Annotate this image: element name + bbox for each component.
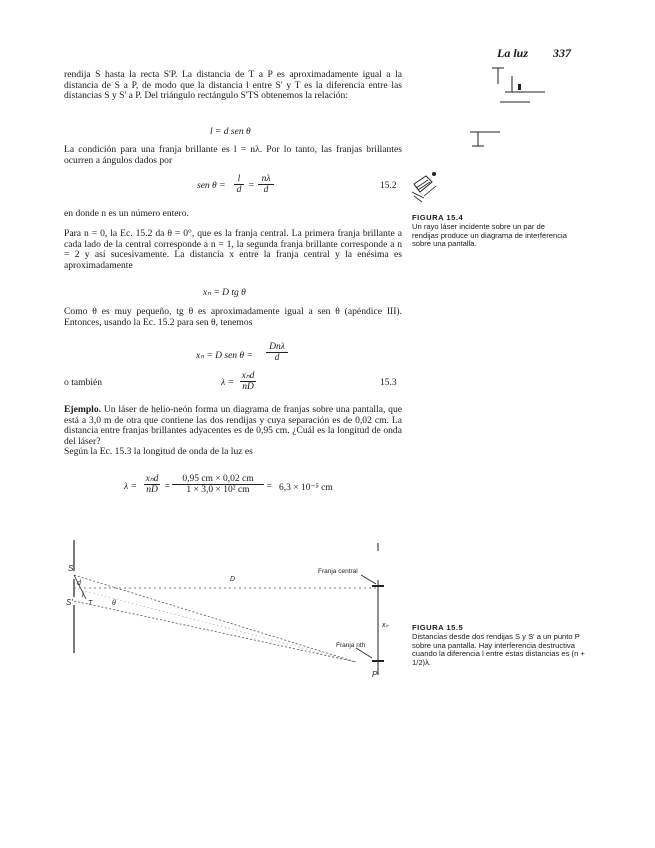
equation-xn-lhs: xₙ = D sen θ =: [196, 351, 253, 361]
eq2-frac1-num: l: [234, 175, 244, 185]
example-text: Un láser de helio-neón forma un diagrama de franjas sobre una pantalla, que está a 3,0 m de otra que contiene las dos rendijas y cuya separación es de 0,02 cm. La distancia entre franjas brillantes adyacentes es de 0,95 cm. ¿Cuál es la longitud de onda del láser?: [64, 404, 402, 447]
running-head-title: La luz: [497, 46, 529, 60]
eq2-frac2-den: d: [263, 185, 269, 195]
eq2-frac2-num: nλ: [258, 175, 274, 185]
label-S-prime: S': [66, 598, 73, 607]
label-theta: θ: [112, 600, 116, 607]
paragraph-5: Como θ es muy pequeño, tg θ es aproximadamente igual a sen θ (apéndice III). Entonces, usando la Ec. 15.2 para sen θ, tenemos: [64, 306, 402, 328]
paragraph-3: en donde n es un número entero.: [64, 208, 189, 219]
eq4-frac-den: d: [274, 353, 280, 363]
equation-number-15-3: 15.3: [380, 378, 397, 388]
paragraph-2: La condición para una franja brillante es l = nλ. Por lo tanto, las franjas brillantes ocurren a ángulos dados por: [64, 144, 402, 166]
paragraph-4: Para n = 0, la Ec. 15.2 da θ = 0°, que es la franja central. La primera franja brillante a cada lado de la central corresponde a n = 1, la segunda franja brillante corresponde a n = 2 y así sucesivamente. La distancia x entre la franja central y la enésima es aproximadamente: [64, 228, 402, 271]
laser-sketch: [410, 168, 450, 213]
o-tambien: o también: [64, 377, 103, 388]
eq2-frac1-den: d: [236, 185, 242, 195]
eq4-frac-num: Dnλ: [266, 343, 288, 353]
eq6-mid-den: 1 × 3,0 × 10² cm: [186, 485, 250, 495]
label-xn: xₙ: [382, 622, 389, 629]
equation-xn-dtg: xₙ = D tg θ: [203, 288, 246, 298]
label-D: D: [230, 576, 236, 583]
label-d: d: [77, 580, 81, 587]
eq6-result: 6,3 × 10⁻⁵ cm: [279, 483, 333, 493]
eq6-lhs: λ =: [124, 482, 137, 492]
example-label: Ejemplo.: [64, 404, 102, 415]
paragraph-1: rendija S hasta la recta S'P. La distancia de T a P es aproximadamente igual a la distancia de S a P, de modo que la distancia l entre S' y T es la diferencia entre las distancias S y S' a P. Del triángulo rectángulo S'TS obtenemos la relación:: [64, 69, 402, 102]
equation-sen-theta-lhs: sen θ =: [197, 181, 226, 191]
label-S: S: [68, 564, 74, 573]
eq5-frac-den: nD: [242, 382, 254, 392]
label-franja-central: Franja central: [318, 568, 358, 575]
equation-number-15-2: 15.2: [380, 181, 397, 191]
figure-15-5-text: Distancias desde dos rendijas S y S' a un punto P sobre una pantalla. Hay interferencia destructiva cuando la diferencia l entre estas distancias es (n + 1/2)λ.: [412, 631, 585, 668]
figure-15-4-label: FIGURA 15.4: [412, 213, 464, 222]
figure-15-5-label: FIGURA 15.5: [412, 623, 464, 632]
figure-15-5-diagram: [56, 535, 406, 695]
figure-15-4-caption: [412, 214, 572, 249]
label-T: T: [88, 600, 93, 607]
figure-15-5-caption: [412, 624, 592, 668]
eq2-equals: =: [248, 181, 255, 191]
figure-15-4-graphic: [470, 62, 560, 172]
figure-15-4-text: Un rayo láser incidente sobre un par de rendijas produce un diagrama de interferencia sobre una pantalla.: [412, 221, 567, 249]
equation-lambda-lhs: λ =: [221, 378, 234, 388]
eq6-frac-den: nD: [146, 485, 158, 495]
label-P: P: [372, 670, 378, 679]
example-text-2: Según la Ec. 15.3 la longitud de onda de la luz es: [64, 446, 253, 458]
eq5-frac-num: xₙd: [241, 371, 255, 381]
eq6-frac-num: xₙd: [145, 474, 159, 484]
equation-l-d-sen: l = d sen θ: [210, 127, 251, 137]
eq6-mid-num: 0,95 cm × 0,02 cm: [172, 475, 264, 485]
page-number: 337: [553, 46, 571, 60]
label-franja-nth: Franja nth: [336, 642, 366, 649]
label-l: l: [82, 592, 84, 599]
example-paragraph: [64, 405, 402, 458]
